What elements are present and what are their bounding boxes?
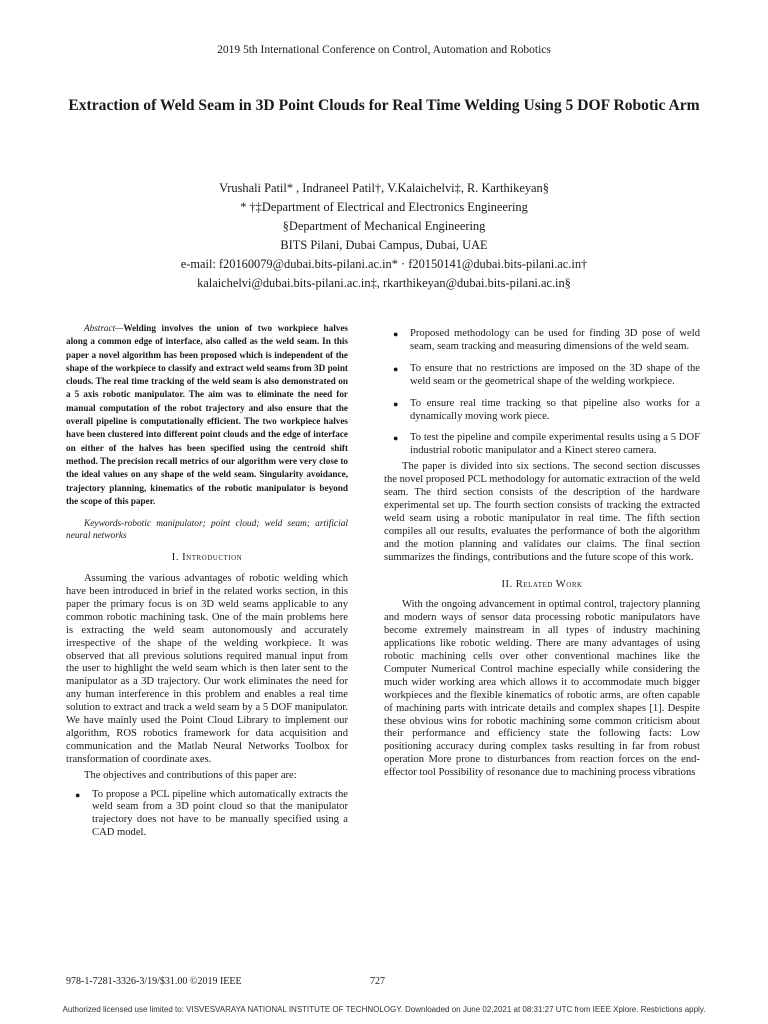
section-heading-related-work: II. Related Work (501, 578, 583, 590)
bullet-icon: ● (393, 329, 399, 339)
objectives-list-left (66, 789, 348, 841)
intro-paragraph-2: The objectives and contributions of this paper are: (84, 769, 297, 781)
abstract-text: Welding involves the union of two workpiece halves along a common edge of interface, also called as the weld seam. In this paper a novel algorithm has been proposed which is independent of the shape of the workpiece to classify and extract weld seams from 3D point clouds. The real time tracking of the weld seam is also demonstrated on a 5 axis robotic manipulator. The aim was to eliminate the need for manual computation of the robot trajectory and also ensure that the overall pipeline is computationally efficient. The two workpiece halves have been clustered into different point clouds and the edge of interface on either of the halves has been specified using the centroid shift method. The precision recall metrics of our algorithm were very close to the ideal values on any shape of the weld seam. Singularity avoidance, trajectory planning, kinematics of the robotic manipulator is beyond the scope of this paper. (66, 323, 348, 506)
bullet-icon: ● (75, 789, 81, 800)
intro-paragraph-1: Assuming the various advantages of robotic welding which have been introduced in brief in the related works section, in this paper the primary focus is on 3D weld seams applicable to any common robotic machining task. One of the main problems here is extracting the weld seam autonomously and accurately irrespective of the shape of the welding workpiece. It was observed that all previous solutions required manual input from the user to highlight the weld seam which is then later sent to the manipulator as a 3D trajectory. Our work eliminates the need for any human interference in this problem and enables a real time solution to extract and track a weld seam by a 5 DOF manipulator. We have mainly used the Point Cloud Library to implement our algorithm, ROS robotics framework for data acquisition and communication and the Matlab Neural Networks Toolbox for transformation of coordinate axes. (66, 573, 348, 765)
author-block (40, 179, 728, 293)
section-heading-introduction: I. Introduction (171, 552, 243, 564)
list-item: ● To propose a PCL pipeline which automatically extracts the weld seam from a 3D point cloud so that the manipulator trajectory does not have to be manually specified using a CAD model. (75, 788, 348, 839)
objectives-list-right (384, 328, 700, 458)
bullet-icon: ● (393, 433, 399, 444)
author-department-eee: * †‡Department of Electrical and Electronics Engineering (240, 200, 528, 214)
abstract-lead: Abstract— (84, 323, 124, 333)
author-emails-1: e-mail: f20160079@dubai.bits-pilani.ac.in* · f20150141@dubai.bits-pilani.ac.in† (180, 257, 588, 271)
bullet-icon: ● (393, 398, 399, 409)
conference-header: 2019 5th International Conference on Control, Automation and Robotics (217, 44, 551, 56)
list-item: ● To test the pipeline and compile experimental results using a 5 DOF industrial robotic manipulator and a Kinect stereo camera. (393, 432, 700, 457)
list-item: ● To ensure real time tracking so that pipeline also works for a dynamically moving work piece. (393, 397, 700, 422)
author-institution: BITS Pilani, Dubai Campus, Dubai, UAE (280, 238, 488, 252)
right-column (384, 322, 700, 780)
author-emails-2: kalaichelvi@dubai.bits-pilani.ac.in‡, rkarthikeyan@dubai.bits-pilani.ac.in§ (197, 276, 571, 290)
page-number: 727 (370, 976, 385, 987)
list-item: ● To ensure that no restrictions are imposed on the 3D shape of the weld seam or the geometrical shape of the welding workpiece. (393, 362, 700, 387)
related-work-paragraph: With the ongoing advancement in optimal control, trajectory planning and modern ways of sensor data processing robotic manipulators have become extremely mainstream in all types of industry machining applications like robotic welding. There are many advantages of using robotic machining cells over other conventional machines like the Computer Numerical Control machine especially while considering the much wider working area which allows it to accommodate much bigger workpieces and the flexible kinematics of robotic arms, are often capable of machining parts with intricate details and complex shapes [1]. Despite these obvious wins for robotic machining some common criticism about their performance and efficiency state the following facts: Low positioning accuracy during complex tasks resulting in far from robust operation More prone to disturbances from reaction forces on the end-effector tool Possibility of resonance due to machining process vibrations (384, 599, 700, 779)
footer-isbn: 978-1-7281-3326-3/19/$31.00 ©2019 IEEE (66, 976, 242, 987)
list-item: ● Proposed methodology can be used for finding 3D pose of weld seam, seam tracking and measuring dimensions of the weld seam. (393, 328, 700, 352)
keywords: Keywords-robotic manipulator; point cloud; weld seam; artificial neural networks (66, 519, 348, 542)
abstract (66, 322, 348, 508)
paper-outline-paragraph: The paper is divided into six sections. The second section discusses the novel proposed PCL methodology for automatic extraction of the weld seam. The third section consists of the description of the hardware experimental set up. The fourth section consists of tracking the extracted weld seam using a robotic manipulator in real time. The fifth section compiles all our results, evaluates the performance of both the algorithm and the motion planning and validates our claims. The final section summarizes the findings, contributions and the future scope of this work. (384, 461, 700, 563)
author-department-mech: §Department of Mechanical Engineering (282, 219, 486, 233)
author-names: Vrushali Patil* , Indraneel Patil†, V.Kalaichelvi‡, R. Karthikeyan§ (219, 181, 549, 195)
license-notice: Authorized licensed use limited to: VISVESVARAYA NATIONAL INSTITUTE OF TECHNOLOGY. Downloaded on June 02,2021 at 08:31:27 UTC from IEEE Xplore. Restrictions apply. (62, 1005, 706, 1014)
left-column (66, 322, 348, 848)
paper-title: Extraction of Weld Seam in 3D Point Clouds for Real Time Welding Using 5 DOF Robotic Arm (68, 97, 700, 114)
bullet-icon: ● (393, 363, 399, 374)
